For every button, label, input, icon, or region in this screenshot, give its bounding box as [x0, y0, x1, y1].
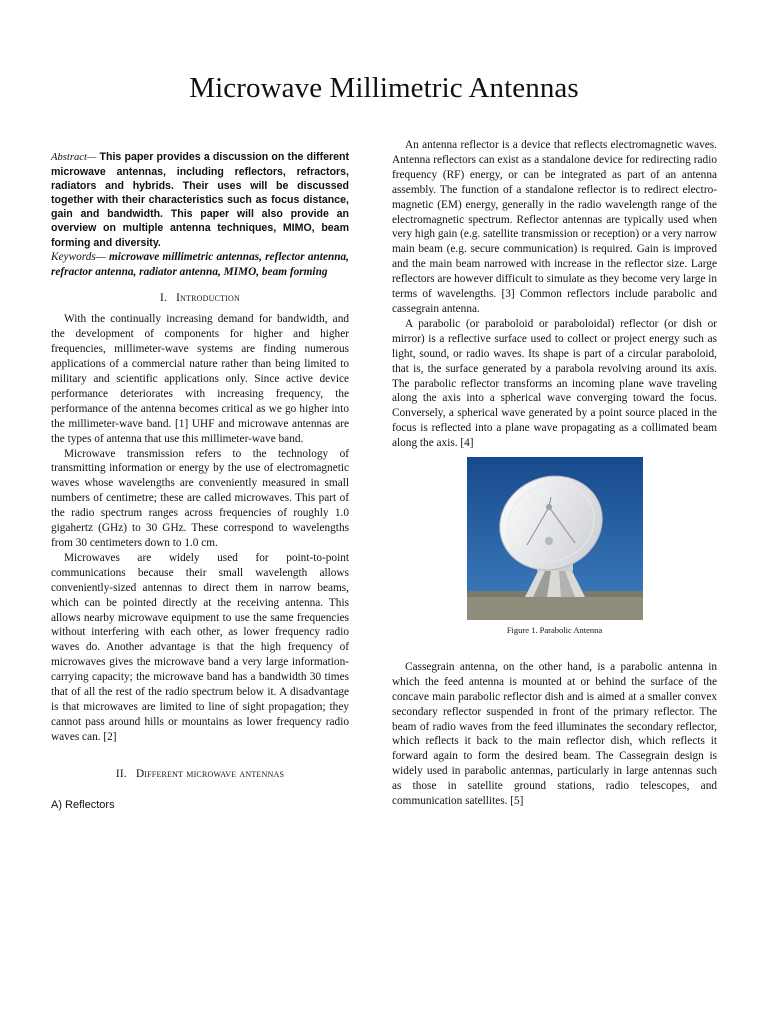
- abstract-text: This paper provides a discussion on the different microwave antennas, including reflectors, refractors, radiators and hybrids. Their uses will be discussed together with their characteristics such as focus distance, gain and bandwidth. This paper will also provide an overview on multiple antenna techniques, MIMO, beam forming and diversity.: [51, 151, 349, 249]
- keywords: [51, 250, 349, 280]
- section-title: Introduction: [176, 292, 240, 305]
- keywords-lead: Keywords—: [51, 250, 106, 263]
- paper-title: Microwave Millimetric Antennas: [189, 72, 579, 104]
- parabolic-antenna-photo: [467, 457, 643, 620]
- section-title: Different microwave antennas: [135, 767, 285, 780]
- cassegrain-paragraph: Cassegrain antenna, on the other hand, is a parabolic antenna in which the feed antenna is mounted at or behind the surface of the concave main parabolic reflector dish and is aimed at a smaller convex secondary reflector suspended in front of the primary reflector. The beam of radio waves from the feed illuminates the secondary reflector, which reflects it back to the main reflector dish, which reflects it forward again to form the desired beam. The Cassegrain design is widely used in parabolic antennas, particularly in large antennas such as those in satellite ground stations, radio telescopes, and communication satellites. [5]: [392, 660, 717, 808]
- section-number: II.: [115, 767, 127, 780]
- left-column: [51, 150, 349, 812]
- figure-caption: Figure 1. Parabolic Antenna: [506, 625, 603, 636]
- parabolic-paragraph: A parabolic (or paraboloid or paraboloidal) reflector (or dish or mirror) is a reflective surface used to collect or project energy such as light, sound, or radio waves. Its shape is part of a circular paraboloid, that is, the surface generated by a parabola revolving around its axis. The parabolic reflector transforms an incoming plane wave traveling along the axis into a spherical wave converging toward the focus. Conversely, a spherical wave generated by a point source placed in the focus is reflected into a plane wave propagating as a collimated beam along the axis. [4]: [392, 317, 717, 450]
- section-number: I.: [159, 292, 167, 305]
- abstract: [51, 150, 349, 250]
- subsection-heading-reflectors: A) Reflectors: [51, 798, 115, 811]
- section-heading-antennas: [51, 767, 349, 782]
- keywords-text: microwave millimetric antennas, reflector antenna, refractor antenna, radiator antenna, MIMO, beam forming: [51, 250, 349, 278]
- reflector-paragraph: An antenna reflector is a device that reflects electromagnetic waves. Antenna reflectors can exist as a standalone device for redirecting radio frequency (RF) energy, or can be integrated as part of an antenna assembly. The function of a standalone reflector is to redirect electro-magnetic (EM) energy, generally in the radio wavelength range of the electromagnetic spectrum. Reflector antennas are typically used when very high gain (e.g. satellite transmission or reception) or a very narrow main beam (e.g. secure communication) is required. Gain is improved and the main beam narrowed with increase in the reflector size. Large reflectors are however difficult to simulate as they become very large in terms of wavelengths. [3] Common reflectors include parabolic and cassegrain antenna.: [392, 139, 717, 315]
- abstract-lead: Abstract—: [51, 152, 97, 163]
- intro-paragraph: Microwaves are widely used for point-to-point communications because their small wavelength allows conveniently-sized antennas to direct them in narrow beams, which can be pointed directly at the receiving antenna. This allows nearby microwave equipment to use the same frequencies without interfering with each other, as lower frequency radio waves do. Another advantage is that the high frequency of microwaves gives the microwave band a very large information-carrying capacity; the microwave band has a bandwidth 30 times that of all the rest of the radio spectrum below it. A disadvantage is that microwaves are limited to line of sight propagation; they cannot pass around hills or mountains as lower frequency radio waves can. [2]: [51, 551, 349, 743]
- section-heading-introduction: [51, 291, 349, 306]
- figure-parabolic-antenna: [392, 457, 717, 638]
- intro-paragraph: With the continually increasing demand for bandwidth, and the development of components for higher and higher frequencies, millimeter-wave systems are finding numerous applications of a commercial nature rather than being limited to military and scientific applications only. Since active device performance deteriorates with increasing frequency, the performance of the antenna becomes critical as we go higher into the millimeter-wave band. [1] UHF and microwave antennas are the types of antenna that use this millimeter-wave band.: [51, 313, 349, 445]
- right-column: [392, 138, 717, 809]
- intro-paragraph: Microwave transmission refers to the technology of transmitting information or energy by the use of electromagnetic waves whose wavelengths are conveniently measured in small numbers of centimetre; these are called microwaves. This part of the radio spectrum ranges across frequencies of roughly 1.0 gigahertz (GHz) to 30 GHz. These correspond to wavelengths from 30 centimeters down to 1.0 cm.: [51, 447, 349, 549]
